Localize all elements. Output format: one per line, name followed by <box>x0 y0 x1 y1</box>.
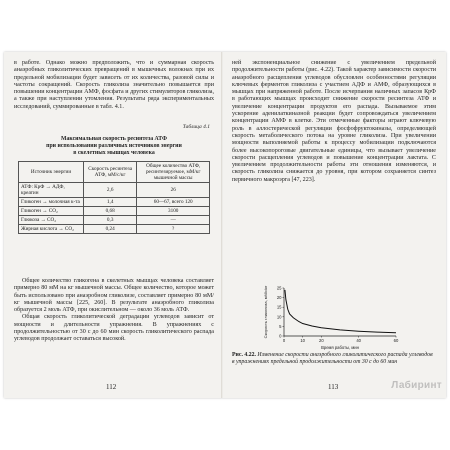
x-axis-label: Время работы, мин <box>321 345 359 350</box>
paragraph: ней экспоненциальное снижение с увеличением предельной продолжительности работы (рис. 4.22). Такой характер зависимости скорости анаэробного расщепления углеводов обусловлен особенностями регуляции ключевых ферментов гликолиза с участием АДФ и АМФ, образующихся в мышцах при напряженной работе. После исчерпания наличных запасов КрФ в работающих мышцах происходит снижение скорости ресинтеза АТФ и увеличение концентрации продуктов его распада. Вызываемое этим ускорение аденилаткиназной реакции будет сопровождаться увеличением концентрации АМФ в клетке. Эти отмеченные факторы играют ключевую роль в аллостерической регуляции фосфофруктокиназы, определяющей скорость метаболического потока на уровне гликолиза. При увеличении мощности выполняемой работы к процессу мобилизации подключаются более высокопороговые двигательные единицы, что вызывает увеличение скорости расщепления углеводов и повышение концентрации лактата. С увеличением продолжительности работы эти отношения изменяются, и скорость гликолиза снижается до уровня, при котором сохраняется синтез первичного макроэрга [47, 223]. <box>232 60 436 183</box>
table-cell: — <box>137 216 210 225</box>
caption-label: Рис. 4.22. <box>232 352 256 358</box>
book-gutter <box>221 52 223 398</box>
x-tick-label: 40 <box>356 338 362 343</box>
y-tick-label: 0 <box>279 333 282 339</box>
table-title-line: в скелетных мышцах человека <box>73 149 155 156</box>
x-tick-label: 0 <box>282 338 286 343</box>
left-page <box>14 52 214 398</box>
table-cell: 26 <box>137 183 210 198</box>
table-row <box>19 183 210 198</box>
table-cell: 0,24 <box>83 225 136 234</box>
paragraph: в работе. Однако можно предположить, что и суммарная скорость анаэробных гликолитических превращений в мышечных волокнах при их предельной мобилизации будет зависеть от их количества, разовой силы и частоты сокращений. Скорость гликолиза значительно повышается при повышении концентрации АМФ, фосфата и других стимуляторов гликолиза, а также при наступлении утомления. Результаты ряда экспериментальных исследований, суммированные в табл. 4.1. <box>14 60 214 110</box>
table-cell: 60—67, всего 120 <box>137 198 210 207</box>
y-tick-label: 10 <box>276 314 282 320</box>
paragraph: Общая скорость гликолитической деградации углеводов зависит от мощности и длительности упражнения. В упражнениях с продолжительностью от 30 с до 60 мин скорость гликолитического распада углеводов продолжает оставаться высокой. <box>14 314 214 343</box>
x-tick-label: 10 <box>300 338 306 343</box>
table-cell: 3100 <box>137 207 210 216</box>
caption-text: Изменение скорости анаэробного гликолитического распада углеводов в упражнениях предельной продолжительности от 30 с до 60 мин <box>232 352 433 365</box>
series-line <box>285 290 396 333</box>
table-row <box>19 198 210 207</box>
table-cell: 0,68 <box>83 207 136 216</box>
table-cell: АТФ: КрФ → АДФ, креатин <box>19 183 84 198</box>
chart-svg <box>262 284 402 350</box>
y-tick-label: 20 <box>276 295 282 301</box>
y-tick-label: 25 <box>276 285 282 291</box>
table-cell: Глюкоза → CO₂ <box>19 216 84 225</box>
table-row <box>19 225 210 234</box>
table-header: Источник энергии <box>19 162 84 183</box>
right-text <box>232 60 436 184</box>
table-cell: 0,3 <box>83 216 136 225</box>
table-cell: Гликоген → CO₂ <box>19 207 84 216</box>
glycolysis-chart <box>262 284 402 353</box>
book-spread <box>4 52 446 398</box>
table-label: Таблица 4.1 <box>182 124 210 130</box>
figure-caption <box>232 352 436 366</box>
left-top-text <box>14 60 214 111</box>
table-cell: 2,6 <box>83 183 136 198</box>
table-header: Общее количество АТФ, ресинтезируемое, мМ/кг мышечной массы <box>137 162 210 183</box>
table-cell: 1,4 <box>83 198 136 207</box>
y-axis-label: Скорость гликолиза, мМ/с/кг <box>263 285 268 339</box>
table-cell: ? <box>137 225 210 234</box>
y-tick-label: 5 <box>279 323 282 329</box>
energy-table <box>18 161 210 234</box>
table-cell: Гликоген → молочная к-та <box>19 198 84 207</box>
paragraph: Общее количество гликогена в скелетных мышцах человека составляет примерно 80 мМ на кг мышечной массы. Общее количество, которое может быть использовано при анаэробном гликолизе, составляет примерно 80 мМ/кг мышечной массы [225, 260]. В результате анаэробного гликолиза образуется 2 моль АТФ, при окислительном — около 36 моль АТФ. <box>14 278 214 314</box>
page-number: 113 <box>328 383 339 391</box>
table-row <box>19 216 210 225</box>
page-number: 112 <box>106 383 117 391</box>
table-cell: Жирная кислота → CO₂ <box>19 225 84 234</box>
y-tick-label: 15 <box>276 304 282 310</box>
table-title-line: при использовании различных источников энергии <box>46 142 182 149</box>
table-header: Скорость ресинтеза АТФ, мМ/с/кг <box>83 162 136 183</box>
watermark-logo: Лабиринт <box>391 380 442 391</box>
table-row <box>19 207 210 216</box>
x-tick-label: 20 <box>318 338 324 343</box>
table-title <box>14 136 214 156</box>
x-tick-label: 60 <box>393 338 399 343</box>
right-page <box>232 52 436 398</box>
left-bottom-text <box>14 278 214 344</box>
table-title-line: Максимальная скорость ресинтеза АТФ <box>61 136 167 142</box>
